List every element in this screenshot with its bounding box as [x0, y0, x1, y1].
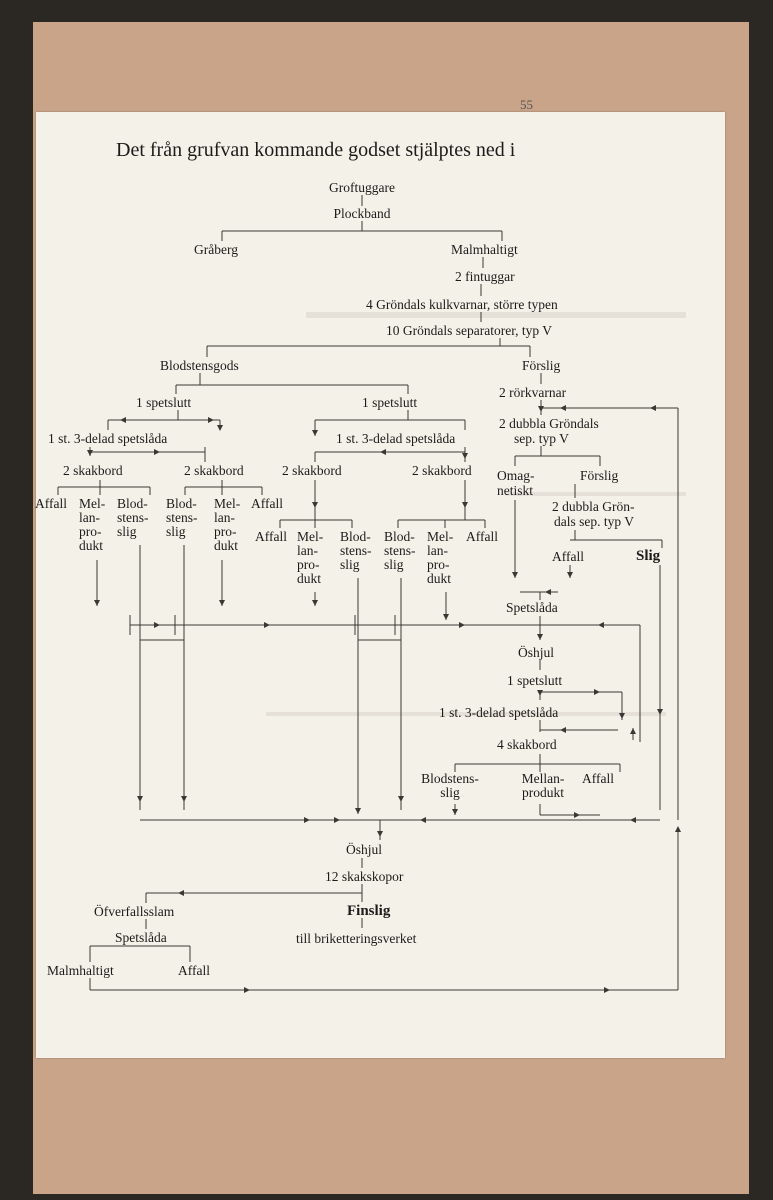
connector-arrow-134 — [452, 809, 458, 815]
node-mellanprodukt-1: Mel- lan- pro- dukt — [79, 496, 106, 553]
page-number: 55 — [520, 97, 533, 112]
connector-arrow-83 — [598, 622, 604, 628]
connector-arrow-25 — [87, 450, 93, 456]
node-skakbord-right: 4 skakbord — [497, 737, 557, 752]
node-affall-right2: Affall — [582, 771, 614, 786]
node-mellanprodukt-4: Mel- lan- pro- dukt — [427, 529, 454, 586]
node-kulkvarnar: 4 Gröndals kulkvarnar, större typen — [366, 297, 558, 312]
node-malmhaltigt: Malmhaltigt — [451, 242, 518, 257]
connector-arrow-105 — [657, 709, 663, 715]
connector-arrow-32 — [312, 430, 318, 436]
node-fintuggar: 2 fintuggar — [455, 269, 515, 284]
connector-arrow-78 — [443, 614, 449, 620]
connector-arrow-68 — [181, 796, 187, 802]
node-rorkvarnar: 2 rörkvarnar — [499, 385, 567, 400]
connector-arrow-19 — [120, 417, 126, 423]
connector-arrow-127 — [630, 728, 636, 734]
connector-arrow-38 — [462, 453, 468, 459]
node-blodstensslig-4: Blod- stens- slig — [384, 529, 416, 572]
connector-arrow-91 — [538, 406, 544, 412]
connector-arrow-70 — [219, 600, 225, 606]
connector-arrow-20 — [208, 417, 214, 423]
connector-arrow-80 — [154, 622, 160, 628]
node-dubbla-grondals-2a: 2 dubbla Grön- — [552, 499, 635, 514]
connector-arrow-158 — [604, 987, 610, 993]
connector-arrow-148 — [178, 890, 184, 896]
connector-arrow-50 — [312, 502, 318, 508]
connector-arrow-76 — [398, 796, 404, 802]
connector-arrow-64 — [94, 600, 100, 606]
node-groftuggare: Groftuggare — [329, 180, 395, 195]
connector-arrow-141 — [420, 817, 426, 823]
connector-arrow-120 — [594, 689, 600, 695]
node-plockband: Plockband — [333, 206, 391, 221]
connector-arrow-57 — [462, 502, 468, 508]
node-affall-3: Affall — [255, 529, 287, 544]
node-affall-right: Affall — [552, 549, 584, 564]
node-separatorer: 10 Gröndals separatorer, typ V — [386, 323, 553, 338]
node-spetslada-bottom: Spetslåda — [115, 930, 167, 945]
node-spetslada-mid: 1 st. 3-delad spetslåda — [336, 431, 456, 446]
connector-arrow-157 — [244, 987, 250, 993]
connector-arrow-111 — [545, 589, 551, 595]
connector-arrow-118 — [537, 690, 543, 696]
node-mellanprodukt-2: Mel- lan- pro- dukt — [214, 496, 241, 553]
node-spetslutt-right: 1 spetslutt — [507, 673, 563, 688]
node-affall-2: Affall — [251, 496, 283, 511]
connector-arrow-125 — [560, 727, 566, 733]
node-graberg: Gråberg — [194, 242, 238, 257]
node-forslig-right: Förslig — [580, 468, 619, 483]
node-blodstensgods: Blodstensgods — [160, 358, 239, 373]
connector-arrow-140 — [334, 817, 340, 823]
node-spetslada-right: Spetslåda — [506, 600, 558, 615]
connector-arrow-72 — [312, 600, 318, 606]
connector-arrow-66 — [137, 796, 143, 802]
connector-arrow-107 — [512, 572, 518, 578]
node-oshjul-bottom: Öshjul — [346, 842, 383, 857]
page-title: Det från grufvan kommande godset stjälptes ned i — [116, 139, 516, 161]
node-dubbla-grondals-1a: 2 dubbla Gröndals — [499, 416, 599, 431]
node-skakbord-3: 2 skakbord — [282, 463, 342, 478]
connector-arrow-142 — [630, 817, 636, 823]
node-mellanprodukt-right: Mellan- produkt — [521, 771, 565, 800]
node-ofverfallsslam: Öfverfallsslam — [94, 904, 175, 919]
node-omagnetiskt-b: netiskt — [497, 483, 533, 498]
connector-arrow-144 — [377, 831, 383, 837]
node-briketteringsverket: till briketteringsverket — [296, 931, 417, 946]
node-slig: Slig — [636, 548, 661, 564]
connector-arrow-27 — [154, 449, 160, 455]
connector-arrow-109 — [567, 572, 573, 578]
node-oshjul-right: Öshjul — [518, 645, 555, 660]
node-spetslada-left: 1 st. 3-delad spetslåda — [48, 431, 168, 446]
node-blodstensslig-right: Blodstens- slig — [421, 771, 479, 800]
node-blodstensslig-1: Blod- stens- slig — [117, 496, 149, 539]
node-spetslada-3delad-right: 1 st. 3-delad spetslåda — [439, 705, 559, 720]
connector-arrow-23 — [217, 425, 223, 431]
node-skakbord-4: 2 skakbord — [412, 463, 472, 478]
node-spetslutt-left: 1 spetslutt — [136, 395, 192, 410]
node-blodstensslig-2: Blod- stens- slig — [166, 496, 198, 539]
node-affall-4: Affall — [466, 529, 498, 544]
node-malmhaltigt-bottom: Malmhaltigt — [47, 963, 114, 978]
node-mellanprodukt-3: Mel- lan- pro- dukt — [297, 529, 324, 586]
connector-arrow-36 — [380, 449, 386, 455]
node-skakbord-2: 2 skakbord — [184, 463, 244, 478]
node-dubbla-grondals-2b: dals sep. typ V — [554, 514, 634, 529]
connector-arrow-139 — [304, 817, 310, 823]
node-dubbla-grondals-1b: sep. typ V — [514, 431, 569, 446]
connector-arrow-74 — [355, 808, 361, 814]
connector-arrow-81 — [264, 622, 270, 628]
node-finslig: Finslig — [347, 903, 391, 919]
node-skakskopor: 12 skakskopor — [325, 869, 404, 884]
node-skakbord-1: 2 skakbord — [63, 463, 123, 478]
connector-arrow-122 — [619, 713, 625, 719]
connector-arrow-160 — [675, 826, 681, 832]
connector-arrow-94 — [650, 405, 656, 411]
node-forslig-top: Förslig — [522, 358, 561, 373]
connector-arrow-137 — [574, 812, 580, 818]
connector-arrow-82 — [459, 622, 465, 628]
node-affall-1: Affall — [35, 496, 67, 511]
node-omagnetiskt-a: Omag- — [497, 468, 535, 483]
node-affall-bottom: Affall — [178, 963, 210, 978]
connector-arrow-114 — [537, 634, 543, 640]
node-blodstensslig-3: Blod- stens- slig — [340, 529, 372, 572]
connector-arrow-93 — [560, 405, 566, 411]
node-spetslutt-mid: 1 spetslutt — [362, 395, 418, 410]
